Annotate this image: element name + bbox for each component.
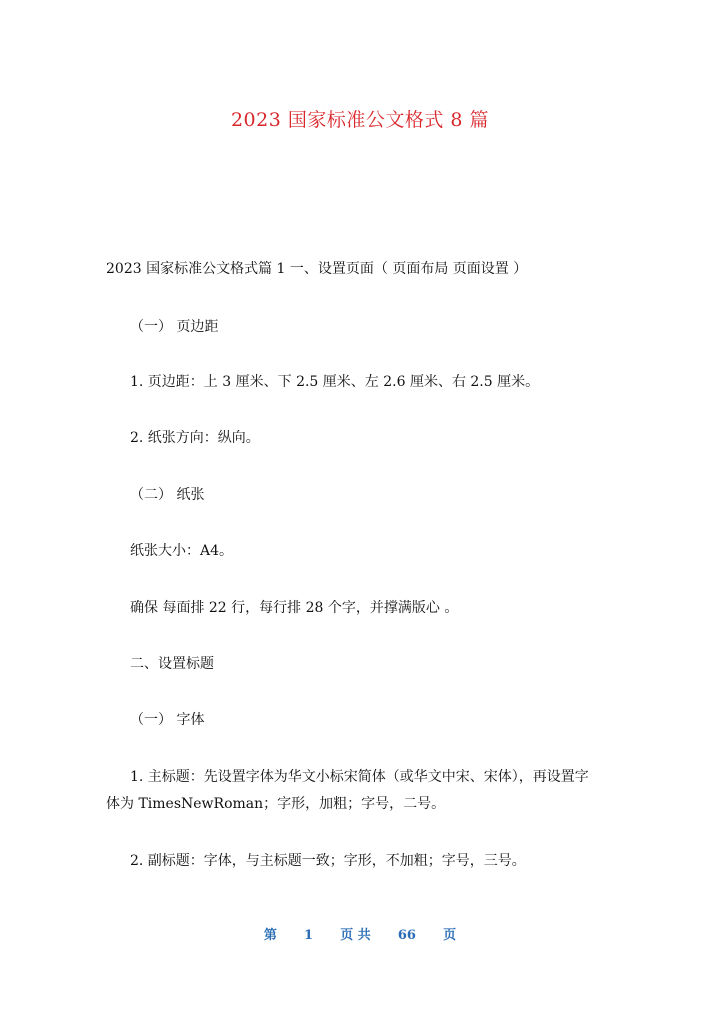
paragraph-line-1: 2023 国家标准公文格式篇 1 一、设置页面（ 页面布局 页面设置 ） xyxy=(106,261,528,277)
footer-page-number: 1 xyxy=(304,928,314,943)
paragraph-line-12: 2. 副标题：字体，与主标题一致；字形，不加粗；字号，三号。 xyxy=(130,853,526,869)
footer-total-pages: 66 xyxy=(397,928,416,943)
page-footer xyxy=(0,926,720,946)
paragraph-line-8: 二、设置标题 xyxy=(130,656,214,672)
paragraph-line-4: 2. 纸张方向：纵向。 xyxy=(130,430,260,446)
paragraph-line-3: 1. 页边距：上 3 厘米、下 2.5 厘米、左 2.6 厘米、右 2.5 厘米。 xyxy=(130,374,540,390)
paragraph-line-7: 确保 每面排 22 行，每行排 28 个字，并撑满版心 。 xyxy=(130,600,459,616)
paragraph-line-5: （二） 纸张 xyxy=(130,487,205,503)
footer-suffix: 页 xyxy=(443,928,457,943)
paragraph-line-6: 纸张大小：A4。 xyxy=(130,543,234,559)
footer-middle: 页 共 xyxy=(340,928,371,943)
document-title: 2023 国家标准公文格式 8 篇 xyxy=(230,109,490,131)
paragraph-line-10: 1. 主标题：先设置字体为华文小标宋简体（或华文中宋、宋体），再设置字 xyxy=(130,769,589,785)
paragraph-line-9: （一） 字体 xyxy=(130,712,205,728)
paragraph-line-11: 体为 TimesNewRoman；字形，加粗；字号，二号。 xyxy=(106,796,446,812)
paragraph-line-2: （一） 页边距 xyxy=(130,319,219,335)
footer-prefix: 第 xyxy=(263,928,277,943)
